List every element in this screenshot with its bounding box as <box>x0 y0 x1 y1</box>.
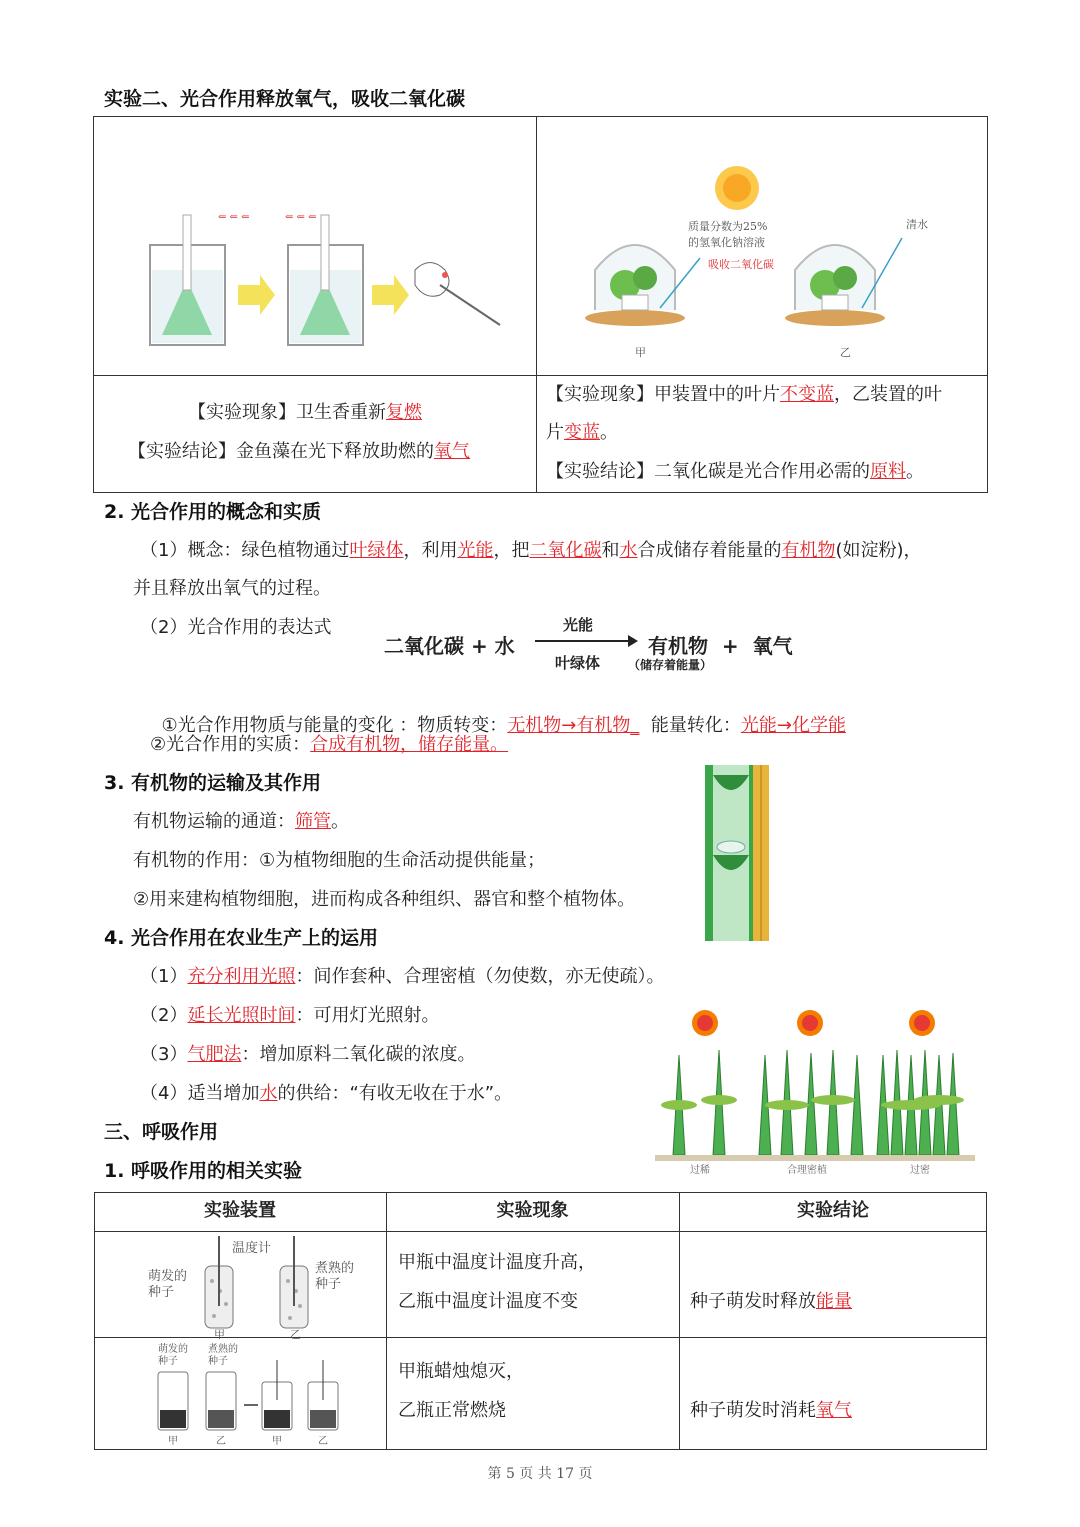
r1-phenomenon-2: 乙瓶中温度计温度不变 <box>398 1291 578 1312</box>
header-conclusion: 实验结论 <box>797 1200 869 1221</box>
header-phenomenon: 实验现象 <box>496 1200 569 1221</box>
naoh-label: 质量分数为25% <box>688 220 768 233</box>
expression-label: （2）光合作用的表达式 <box>140 617 332 638</box>
water-label: 清水 <box>906 218 928 231</box>
bottle-jia-label: 甲 <box>214 1328 225 1341</box>
section4-title: 4. 光合作用在农业生产上的运用 <box>104 927 379 949</box>
section2-title: 2. 光合作用的概念和实质 <box>104 501 322 523</box>
r2-conclusion: 种子萌发时消耗氧气 <box>690 1400 852 1421</box>
equation-note: （储存着能量） <box>628 658 713 672</box>
boiled-label-2: 种子 <box>315 1277 342 1292</box>
germinating-label: 萌发的 <box>148 1269 188 1284</box>
organic-role-1: 有机物的作用：①为植物细胞的生命活动提供能量； <box>133 850 546 871</box>
svg-text:⇐ ⇐ ⇐: ⇐ ⇐ ⇐ <box>218 212 250 223</box>
jar-jia-label: 甲 <box>635 346 646 359</box>
absorb-co2-label: 吸收二氧化碳 <box>708 258 774 271</box>
thermometer-label: 温度计 <box>232 1241 272 1256</box>
equation-arrow <box>535 640 635 642</box>
r2-phenomenon-2: 乙瓶正常燃烧 <box>398 1400 506 1421</box>
corn-density-illustration <box>655 1005 975 1177</box>
concept-line: （1）概念：绿色植物通过叶绿体，利用光能，把二氧化碳和水合成储存着能量的有机物(如淀粉)， <box>140 540 922 561</box>
r1-phenomenon-1: 甲瓶中温度计温度升高， <box>398 1252 596 1273</box>
agri-item-4: （4）适当增加水的供给：“有收无收在于水”。 <box>140 1083 513 1104</box>
r2-jia-label-2: 甲 <box>272 1436 282 1447</box>
sieve-tube-illustration <box>705 765 769 941</box>
equation-left: 二氧化碳 + 水 <box>384 634 515 658</box>
naoh-label-2: 的氢氧化钠溶液 <box>688 236 765 249</box>
exp2-left-phenomenon: 【实验现象】卫生香重新复燃 <box>188 402 422 423</box>
boiled-label: 煮熟的 <box>315 1261 355 1276</box>
organic-role-2: ②用来建构植物细胞，进而构成各种组织、器官和整个植物体。 <box>133 889 636 910</box>
bell-jar-experiment-illustration <box>580 160 928 360</box>
candle-seed-illustration <box>150 1340 350 1448</box>
section5-title: 三、呼吸作用 <box>104 1121 219 1143</box>
agri-item-2: （2）延长光照时间：可用灯光照射。 <box>140 1005 440 1026</box>
r1-conclusion: 种子萌发时释放能量 <box>690 1291 852 1312</box>
exp2-right-phenomenon: 【实验现象】甲装置中的叶片不变蓝，乙装置的叶 <box>546 384 942 405</box>
agri-item-3: （3）气肥法：增加原料二氧化碳的浓度。 <box>140 1044 476 1065</box>
change-line: ①光合作用物质与能量的变化 ：物质转变：无机物→有机物_ 能量转化：光能→化学能 <box>161 715 846 736</box>
exp2-left-conclusion: 【实验结论】金鱼藻在光下释放助燃的氧气 <box>128 441 470 462</box>
exp2-right-phenomenon-line2: 片变蓝。 <box>546 422 618 443</box>
r2-boiled-label: 煮熟的 <box>208 1344 238 1355</box>
agri-item-1: （1）充分利用光照：间作套种、合理密植（勿使数，亦无使疏）。 <box>140 966 665 987</box>
corn-label-sparse: 过稀 <box>690 1165 710 1176</box>
r2-germinating-label-2: 种子 <box>158 1356 178 1367</box>
equation-right: 有机物 + 氧气 <box>648 634 793 658</box>
r2-boiled-label-2: 种子 <box>208 1356 228 1367</box>
r2-jia-label-1: 甲 <box>168 1436 178 1447</box>
transport-channel: 有机物运输的通道：筛管。 <box>133 811 349 832</box>
bottle-yi-label: 乙 <box>290 1328 301 1341</box>
respiration-subtitle: 1. 呼吸作用的相关实验 <box>104 1160 303 1182</box>
essence-line: ②光合作用的实质：合成有机物，储存能量。 <box>150 734 509 755</box>
section3-title: 3. 有机物的运输及其作用 <box>104 772 322 794</box>
exp2-right-conclusion: 【实验结论】二氧化碳是光合作用必需的原料。 <box>546 461 924 482</box>
waterweed-experiment-illustration <box>140 200 520 360</box>
germinating-label-2: 种子 <box>148 1285 175 1300</box>
jar-yi-label: 乙 <box>840 346 851 359</box>
header-apparatus: 实验装置 <box>204 1200 276 1221</box>
equation-top: 光能 <box>563 616 594 634</box>
concept-line-2: 并且释放出氧气的过程。 <box>133 578 331 599</box>
r2-yi-label-1: 乙 <box>216 1436 226 1447</box>
thermos-seed-illustration <box>140 1236 370 1341</box>
exp2-title: 实验二、光合作用释放氧气，吸收二氧化碳 <box>104 88 466 110</box>
corn-label-reasonable: 合理密植 <box>787 1165 827 1176</box>
r2-germinating-label: 萌发的 <box>158 1344 188 1355</box>
r2-yi-label-2: 乙 <box>318 1436 328 1447</box>
svg-text:⇐ ⇐ ⇐: ⇐ ⇐ ⇐ <box>285 212 317 223</box>
page-footer: 第 5 页 共 17 页 <box>487 1466 593 1482</box>
r2-phenomenon-1: 甲瓶蜡烛熄灭， <box>398 1361 524 1382</box>
equation-bottom: 叶绿体 <box>555 654 601 672</box>
corn-label-dense: 过密 <box>910 1165 930 1176</box>
